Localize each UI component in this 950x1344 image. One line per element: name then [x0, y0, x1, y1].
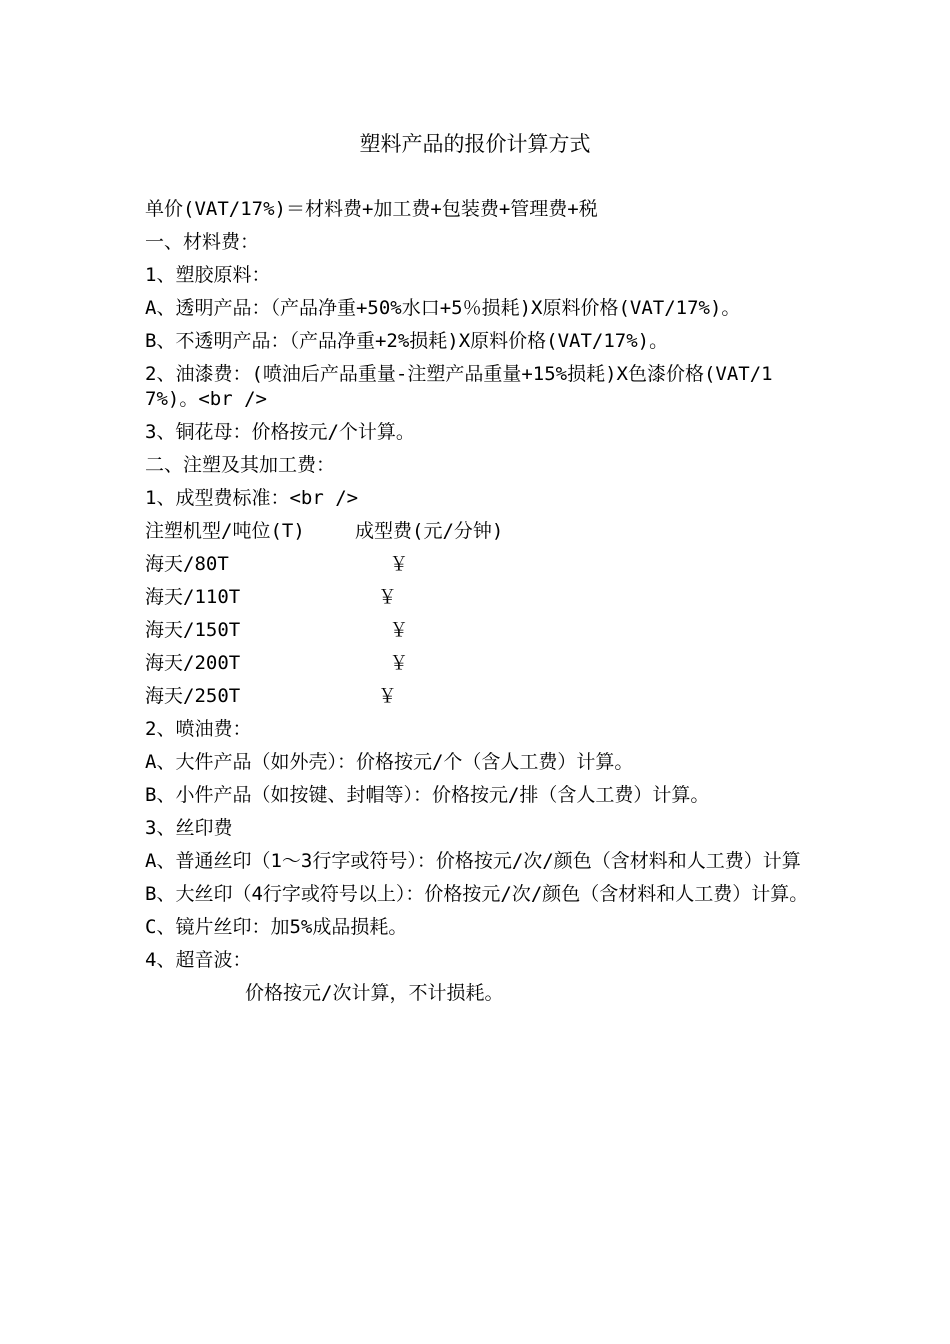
table-cell-fee: ￥: [355, 652, 409, 674]
document-body: [145, 197, 810, 1014]
line-injection-heading: 二、注塑及其加工费：: [145, 454, 336, 476]
table-header-row: [145, 519, 810, 544]
line-normal-silkscreen: A、普通丝印（1～3行字或符号）：价格按元/次/颜色（含材料和人工费）计算: [145, 850, 801, 872]
line-transparent-product: A、透明产品：（产品净重+50%水口+5％损耗)X原料价格(VAT/17%)。: [145, 297, 741, 319]
table-row: [145, 684, 810, 709]
table-row: [145, 585, 810, 610]
line-spray-heading: 2、喷油费：: [145, 718, 252, 740]
table-cell-fee: ￥: [355, 553, 409, 575]
line-molding-standard: 1、成型费标准：<br />: [145, 487, 359, 509]
line-unit-price: 单价(VAT/17%)＝材料费+加工费+包装费+管理费+税: [145, 198, 598, 220]
line-copper-nut: 3、铜花母：价格按元/个计算。: [145, 421, 415, 443]
line-material-heading: 一、材料费：: [145, 231, 260, 253]
line-ultrasonic-price: 价格按元/次计算，不计损耗。: [245, 982, 504, 1004]
table-cell-machine: 海天/200T: [145, 652, 241, 674]
line-lens-silkscreen: C、镜片丝印：加5%成品损耗。: [145, 916, 408, 938]
table-cell-fee: ￥: [355, 619, 409, 641]
line-small-product: B、小件产品（如按键、封帽等）：价格按元/排（含人工费）计算。: [145, 784, 710, 806]
line-plastic-raw: 1、塑胶原料：: [145, 264, 271, 286]
table-row: [145, 552, 810, 577]
line-paint-fee: 2、油漆费：(喷油后产品重量-注塑产品重量+15%损耗)X色漆价格(VAT/17%)。<br />: [145, 363, 773, 410]
table-cell-machine: 海天/80T: [145, 553, 229, 575]
table-header-machine: 注塑机型/吨位(T): [145, 520, 305, 542]
table-cell-fee: ￥: [355, 685, 397, 707]
table-row: [145, 618, 810, 643]
table-cell-machine: 海天/150T: [145, 619, 241, 641]
table-cell-machine: 海天/110T: [145, 586, 241, 608]
line-large-silkscreen: B、大丝印（4行字或符号以上）：价格按元/次/颜色（含材料和人工费）计算。: [145, 883, 809, 905]
table-header-fee: 成型费(元/分钟): [355, 520, 504, 542]
table-row: [145, 651, 810, 676]
line-large-product: A、大件产品（如外壳）：价格按元/个（含人工费）计算。: [145, 751, 634, 773]
table-cell-fee: ￥: [355, 586, 397, 608]
document-title: 塑料产品的报价计算方式: [359, 132, 591, 156]
line-silkscreen-heading: 3、丝印费: [145, 817, 233, 839]
table-cell-machine: 海天/250T: [145, 685, 241, 707]
line-ultrasonic-heading: 4、超音波：: [145, 949, 252, 971]
line-opaque-product: B、不透明产品：（产品净重+2%损耗)X原料价格(VAT/17%)。: [145, 330, 669, 352]
